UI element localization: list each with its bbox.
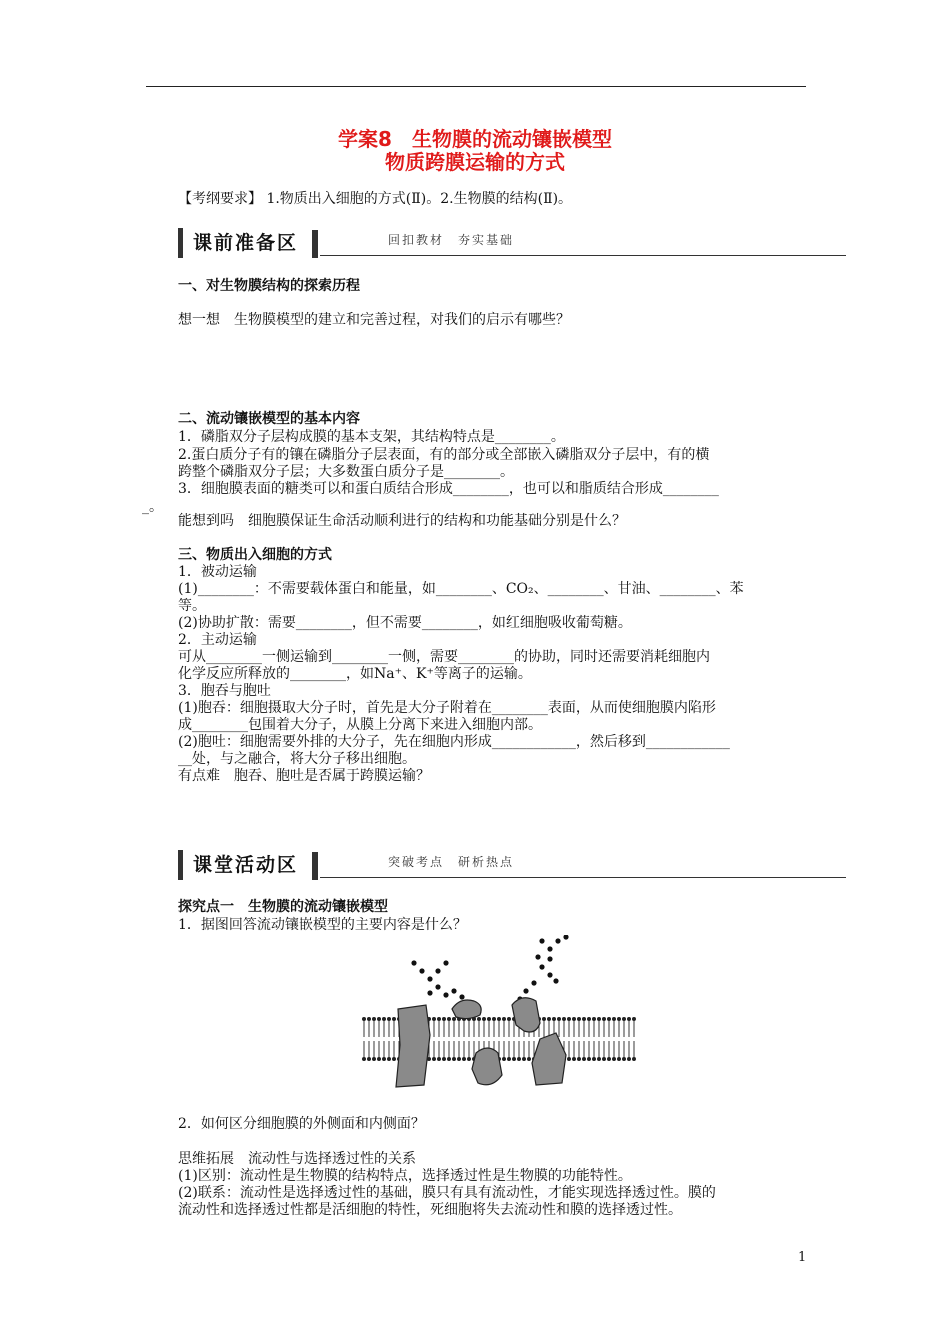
text-line: (1)胞吞：细胞摄取大分子时，首先是大分子附着在________表面，从而使细胞膜内陷形: [178, 700, 716, 716]
lipid-head: [577, 1057, 581, 1061]
lipid-head: [617, 1057, 621, 1061]
lipid-head: [597, 1017, 601, 1021]
lipid-head: [382, 1017, 386, 1021]
band-label: 课堂活动区: [178, 850, 308, 880]
lipid-head: [482, 1017, 486, 1021]
section-2-heading: 二、流动镶嵌模型的基本内容: [178, 411, 360, 427]
page-number: 1: [798, 1250, 807, 1265]
lipid-head: [382, 1057, 386, 1061]
lipid-head: [627, 1017, 631, 1021]
lipid-head: [607, 1017, 611, 1021]
lipid-head: [522, 1057, 526, 1061]
lipid-head: [582, 1057, 586, 1061]
extension-heading: 思维拓展 流动性与选择透过性的关系: [178, 1151, 416, 1167]
question-2: 2．如何区分细胞膜的外侧面和内侧面？: [178, 1116, 425, 1132]
lipid-head: [632, 1017, 636, 1021]
text-line: 流动性和选择透过性都是活细胞的特性，死细胞将失去流动性和膜的选择透过性。: [178, 1202, 682, 1218]
lipid-head: [507, 1057, 511, 1061]
text-line: 等。: [178, 598, 206, 614]
lipid-head: [452, 1057, 456, 1061]
lipid-head: [562, 1017, 566, 1021]
band-label: 课前准备区: [178, 228, 308, 258]
text-line: __处，与之融合，将大分子移出细胞。: [178, 751, 416, 767]
lipid-head: [367, 1057, 371, 1061]
lipid-head: [477, 1017, 481, 1021]
lipid-head: [462, 1057, 466, 1061]
lipid-head: [362, 1017, 366, 1021]
text-line: 2．主动运输: [178, 632, 257, 648]
lipid-head: [517, 1057, 521, 1061]
lipid-head: [457, 1057, 461, 1061]
lipid-head: [632, 1057, 636, 1061]
text-line: 3．细胞膜表面的糖类可以和蛋白质结合形成________，也可以和脂质结合形成________: [178, 481, 719, 497]
text-line: 化学反应所释放的________，如Na⁺、K⁺等离子的运输。: [178, 666, 532, 682]
section-3-heading: 三、物质出入细胞的方式: [178, 547, 332, 563]
lipid-head: [362, 1057, 366, 1061]
lipid-head: [437, 1017, 441, 1021]
lipid-head: [372, 1057, 376, 1061]
lipid-head: [487, 1017, 491, 1021]
title-line-1: 学案8 生物膜的流动镶嵌模型: [338, 127, 612, 151]
band-rule: [320, 877, 846, 878]
lipid-head: [387, 1017, 391, 1021]
lipid-head: [507, 1017, 511, 1021]
band-rule: [320, 255, 846, 256]
lipid-head: [432, 1057, 436, 1061]
lipid-head: [572, 1057, 576, 1061]
band-bar: [312, 230, 318, 258]
text-line: (2)胞吐：细胞需要外排的大分子，先在细胞内形成____________，然后移到____________: [178, 734, 730, 750]
lipid-head: [452, 1017, 456, 1021]
membrane-proteins: [396, 998, 566, 1087]
lipid-head: [442, 1017, 446, 1021]
text-line: (1)________：不需要载体蛋白和能量，如________、CO₂、________、甘油、________、苯: [178, 581, 744, 597]
lipid-head: [592, 1057, 596, 1061]
lipid-head: [602, 1057, 606, 1061]
text-line: 可从________一侧运输到________一侧，需要________的协助，同时还需要消耗细胞内: [178, 649, 710, 665]
text-line: (2)联系：流动性是选择透过性的基础，膜只有具有流动性，才能实现选择透过性。膜的: [178, 1185, 716, 1201]
hard-prompt: 有点难 胞吞、胞吐是否属于跨膜运输？: [178, 768, 430, 784]
lipid-head: [492, 1017, 496, 1021]
lipid-head: [627, 1057, 631, 1061]
lipid-head: [372, 1017, 376, 1021]
lipid-head: [502, 1017, 506, 1021]
lipid-head: [542, 1017, 546, 1021]
lipid-head: [567, 1057, 571, 1061]
lipid-head: [622, 1057, 626, 1061]
lipid-head: [377, 1057, 381, 1061]
lipid-head: [467, 1057, 471, 1061]
lipid-head: [512, 1057, 516, 1061]
lipid-head: [612, 1017, 616, 1021]
lipid-head: [587, 1017, 591, 1021]
lipid-head: [497, 1017, 501, 1021]
lipid-head: [377, 1017, 381, 1021]
lipid-head: [387, 1057, 391, 1061]
band-bar: [312, 852, 318, 880]
lipid-head: [602, 1017, 606, 1021]
lipid-head: [607, 1057, 611, 1061]
lipid-head: [552, 1017, 556, 1021]
text-line: (1)区别：流动性是生物膜的结构特点，选择透过性是生物膜的功能特性。: [178, 1168, 632, 1184]
section-band-class: [178, 850, 846, 884]
lipid-head: [597, 1057, 601, 1061]
band-subtitle: 突破考点 研析热点: [388, 855, 515, 869]
title-line-2: 物质跨膜运输的方式: [385, 150, 565, 174]
think-prompt: 想一想 生物膜模型的建立和完善过程，对我们的启示有哪些？: [178, 312, 570, 328]
text-line: (2)协助扩散：需要________，但不需要________，如红细胞吸收葡萄糖。: [178, 615, 632, 631]
lipid-head: [622, 1017, 626, 1021]
lipid-head: [432, 1017, 436, 1021]
text-line: 成________包围着大分子，从膜上分离下来进入细胞内部。: [178, 717, 542, 733]
lipid-head: [582, 1017, 586, 1021]
think-prompt: 能想到吗 细胞膜保证生命活动顺利进行的结构和功能基础分别是什么？: [178, 513, 626, 529]
lipid-head: [447, 1057, 451, 1061]
exam-requirement: 【考纲要求】 1.物质出入细胞的方式(Ⅱ)。2.生物膜的结构(Ⅱ)。: [178, 191, 573, 207]
lipid-head: [437, 1057, 441, 1061]
lipid-head: [567, 1017, 571, 1021]
section-band-prep: [178, 228, 846, 262]
probe-1-heading: 探究点一 生物膜的流动镶嵌模型: [178, 899, 388, 915]
question-1: 1．据图回答流动镶嵌模型的主要内容是什么？: [178, 917, 467, 933]
text-line: 2.蛋白质分子有的镶在磷脂分子层表面，有的部分或全部嵌入磷脂双分子层中，有的横: [178, 447, 710, 463]
lipid-head: [587, 1057, 591, 1061]
lipid-head: [527, 1057, 531, 1061]
lipid-head: [442, 1057, 446, 1061]
text-line: 3．胞吞与胞吐: [178, 683, 271, 699]
lipid-head: [592, 1017, 596, 1021]
band-subtitle: 回扣教材 夯实基础: [388, 233, 515, 247]
lipid-head: [367, 1017, 371, 1021]
text-line: 1．被动运输: [178, 564, 257, 580]
text-line: 1．磷脂双分子层构成膜的基本支架，其结构特点是________。: [178, 429, 565, 445]
text-line: 跨整个磷脂双分子层；大多数蛋白质分子是________。: [178, 464, 514, 480]
lipid-head: [617, 1017, 621, 1021]
fluid-mosaic-membrane-diagram: [360, 935, 640, 1095]
section-1-heading: 一、对生物膜结构的探索历程: [178, 278, 360, 294]
lipid-head: [572, 1017, 576, 1021]
lipid-head: [547, 1017, 551, 1021]
lipid-head: [392, 1057, 396, 1061]
text-line: _。: [142, 499, 163, 515]
glycolipid-chain: [517, 935, 568, 1002]
lipid-head: [612, 1057, 616, 1061]
lipid-head: [392, 1017, 396, 1021]
lipid-head: [502, 1057, 506, 1061]
lipid-head: [447, 1017, 451, 1021]
lipid-head: [557, 1017, 561, 1021]
lipid-head: [577, 1017, 581, 1021]
header-rule: [146, 86, 806, 87]
glycoprotein-chain: [411, 960, 464, 999]
